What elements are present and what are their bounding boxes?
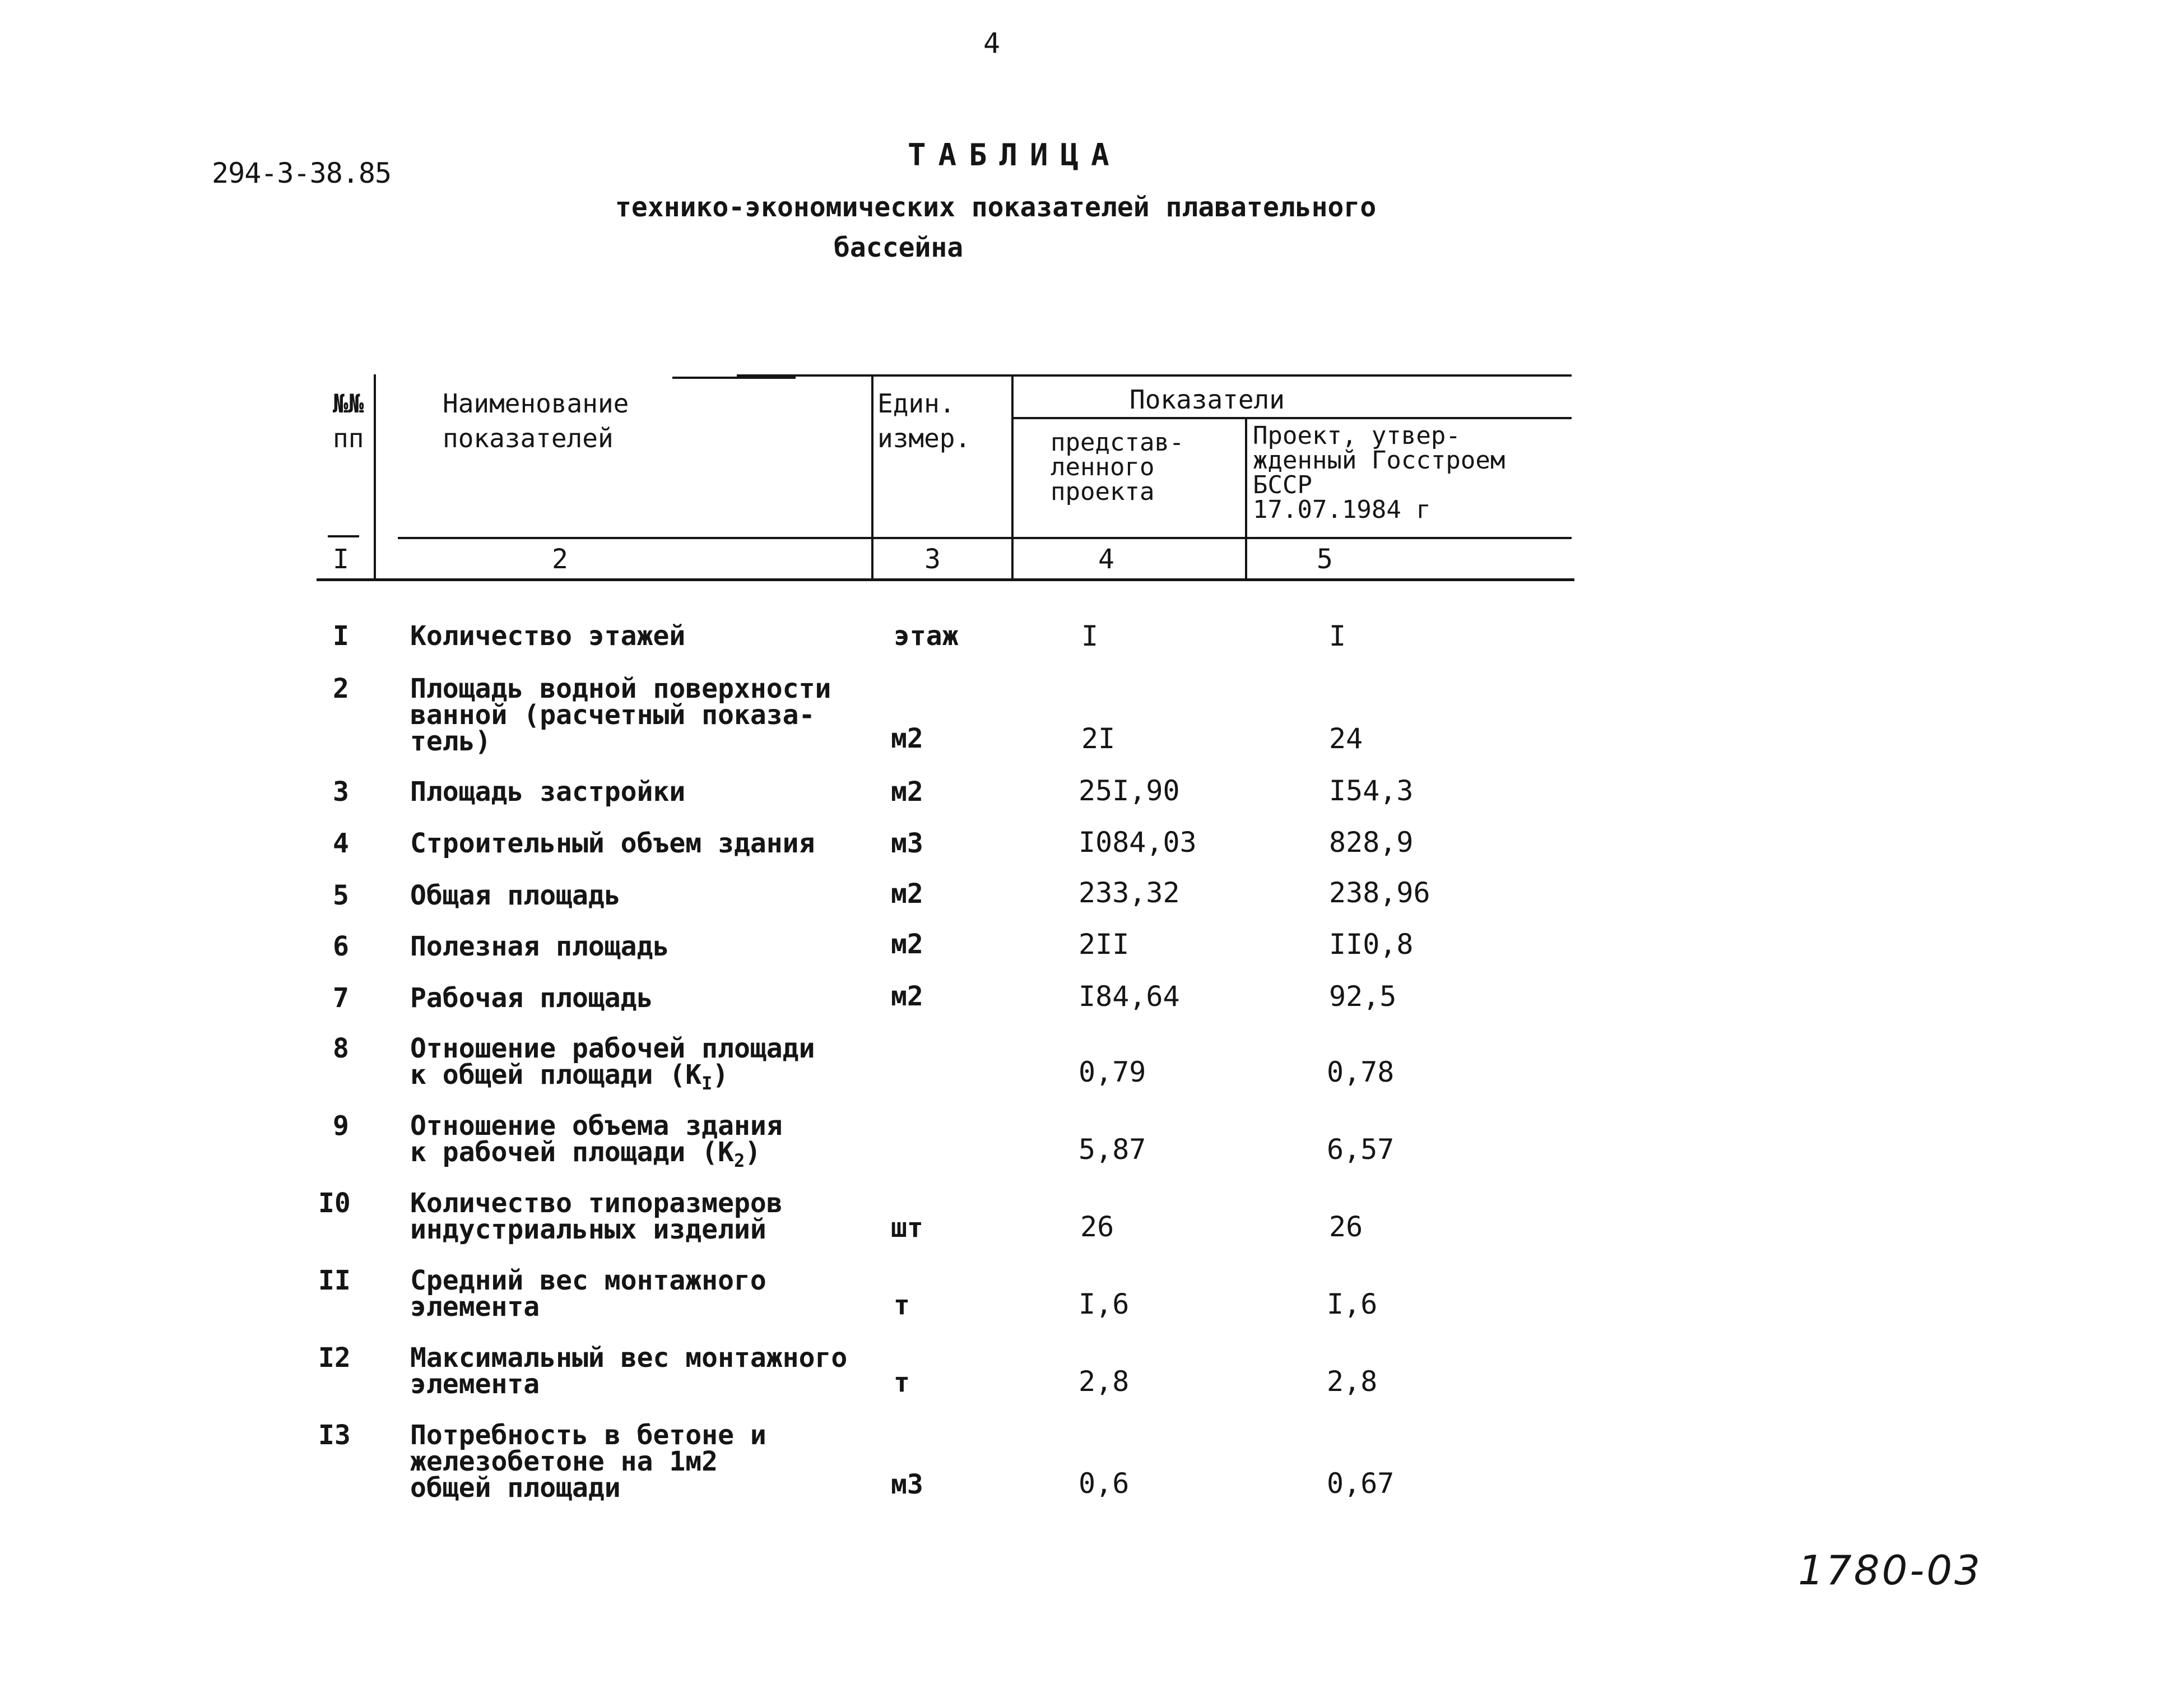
row-number: 3 — [333, 776, 349, 808]
approved-project-value: 92,5 — [1329, 980, 1397, 1013]
presented-project-value: I — [1081, 620, 1099, 652]
presented-project-value: 2I — [1081, 722, 1116, 755]
unit: м3 — [891, 1469, 923, 1500]
row-number: 5 — [333, 880, 349, 911]
presented-project-value: I,6 — [1079, 1288, 1130, 1320]
page-number: 4 — [983, 27, 1001, 59]
header-name: Наименование показателей — [443, 388, 629, 453]
row-number: I0 — [318, 1188, 351, 1219]
approved-project-value: I54,3 — [1329, 775, 1414, 807]
indicator-name: Полезная площадь — [410, 931, 670, 962]
unit: т — [894, 1290, 910, 1321]
indicator-name: Количество типоразмеров индустриальных изделий — [410, 1188, 783, 1245]
presented-project-value: 0,79 — [1079, 1056, 1146, 1088]
indicators-group-rule — [1011, 417, 1572, 419]
presented-project-value: 5,87 — [1079, 1133, 1146, 1166]
unit: м2 — [891, 723, 923, 754]
presented-project-value: 2II — [1079, 928, 1130, 961]
indicator-name: Количество этажей — [410, 620, 686, 652]
column-divider-1 — [374, 374, 376, 578]
row-number: I — [333, 620, 349, 652]
presented-project-value: 0,6 — [1079, 1467, 1130, 1500]
header-bottom-rule-left — [328, 535, 359, 537]
unit: м3 — [891, 828, 923, 859]
indicator-name: Общая площадь — [410, 880, 621, 911]
approved-project-value: 6,57 — [1327, 1133, 1395, 1166]
column-number-4: 4 — [1098, 544, 1114, 575]
table-title-line-1: технико-экономических показателей плавательного — [615, 192, 1377, 223]
presented-project-value: 25I,90 — [1079, 775, 1180, 807]
indicator-name: Площадь застройки — [410, 776, 686, 808]
unit: м2 — [891, 981, 923, 1012]
header-top-rule — [737, 374, 1572, 377]
unit: м2 — [891, 776, 923, 808]
header-approved-project: Проект, утвер- жденный Госстроем БССР 17.07.1984 г — [1253, 421, 1505, 524]
presented-project-value: I084,03 — [1079, 826, 1197, 859]
row-number: 6 — [333, 931, 349, 962]
indicator-name: Отношение рабочей площади к общей площади $(K_I)$ — [410, 1033, 815, 1094]
indicator-name: Строительный объем здания — [410, 828, 815, 859]
unit: т — [894, 1367, 910, 1398]
column-number-3: 3 — [924, 544, 941, 575]
row-number: I2 — [318, 1342, 351, 1374]
row-number: I3 — [318, 1420, 351, 1451]
inventory-stamp: 1780-03 — [1798, 1547, 1982, 1594]
approved-project-value: 238,96 — [1329, 877, 1430, 909]
unit: этаж — [894, 620, 959, 652]
header-indicators-group: Показатели — [1130, 384, 1285, 415]
table-title-line-2: бассейна — [834, 232, 964, 263]
indicator-name: Площадь водной поверхности ванной (расчетный показа- тель) — [410, 673, 831, 757]
unit: шт — [891, 1212, 923, 1244]
indicator-name: Отношение объема здания к рабочей площади $(K_2)$ — [410, 1110, 783, 1171]
indicator-name: Рабочая площадь — [410, 982, 653, 1014]
approved-project-value: I,6 — [1327, 1288, 1378, 1320]
row-number: II — [318, 1265, 351, 1296]
indicator-name: Потребность в бетоне и железобетоне на 1м2 общей площади — [410, 1420, 766, 1504]
row-number: 2 — [333, 673, 349, 704]
approved-project-value: 24 — [1329, 722, 1363, 755]
column-numbers-rule — [317, 578, 1574, 581]
approved-project-value: II0,8 — [1329, 928, 1414, 961]
approved-project-value: 26 — [1329, 1211, 1363, 1243]
document-code: 294-3-38.85 — [212, 157, 392, 189]
column-divider-4 — [1245, 419, 1247, 578]
column-number-2: 2 — [552, 544, 568, 575]
unit: м2 — [891, 878, 923, 910]
table-heading: ТАБЛИЦА — [908, 137, 1122, 173]
column-divider-3 — [1011, 374, 1014, 578]
row-number: 8 — [333, 1033, 349, 1064]
header-top-rule-left — [672, 377, 796, 379]
header-presented-project: представ- ленного проекта — [1051, 428, 1184, 506]
unit: м2 — [891, 929, 923, 960]
column-number-1: I — [333, 544, 349, 575]
approved-project-value: 828,9 — [1329, 826, 1414, 859]
approved-project-value: I — [1329, 620, 1346, 652]
indicator-name: Средний вес монтажного элемента — [410, 1265, 766, 1323]
column-divider-2 — [871, 374, 873, 578]
row-number: 4 — [333, 828, 349, 859]
approved-project-value: 0,78 — [1327, 1056, 1395, 1088]
header-bottom-rule — [398, 537, 1572, 539]
row-number: 9 — [333, 1110, 349, 1142]
approved-project-value: 2,8 — [1327, 1365, 1378, 1398]
presented-project-value: 233,32 — [1079, 877, 1180, 909]
presented-project-value: 2,8 — [1079, 1365, 1130, 1398]
column-number-5: 5 — [1317, 544, 1333, 575]
row-number: 7 — [333, 982, 349, 1014]
presented-project-value: I84,64 — [1079, 980, 1180, 1013]
header-unit: Един. измер. — [877, 388, 971, 453]
approved-project-value: 0,67 — [1327, 1467, 1395, 1500]
presented-project-value: 26 — [1080, 1211, 1114, 1243]
header-num: №№ пп — [333, 388, 364, 453]
indicator-name: Максимальный вес монтажного элемента — [410, 1342, 848, 1400]
